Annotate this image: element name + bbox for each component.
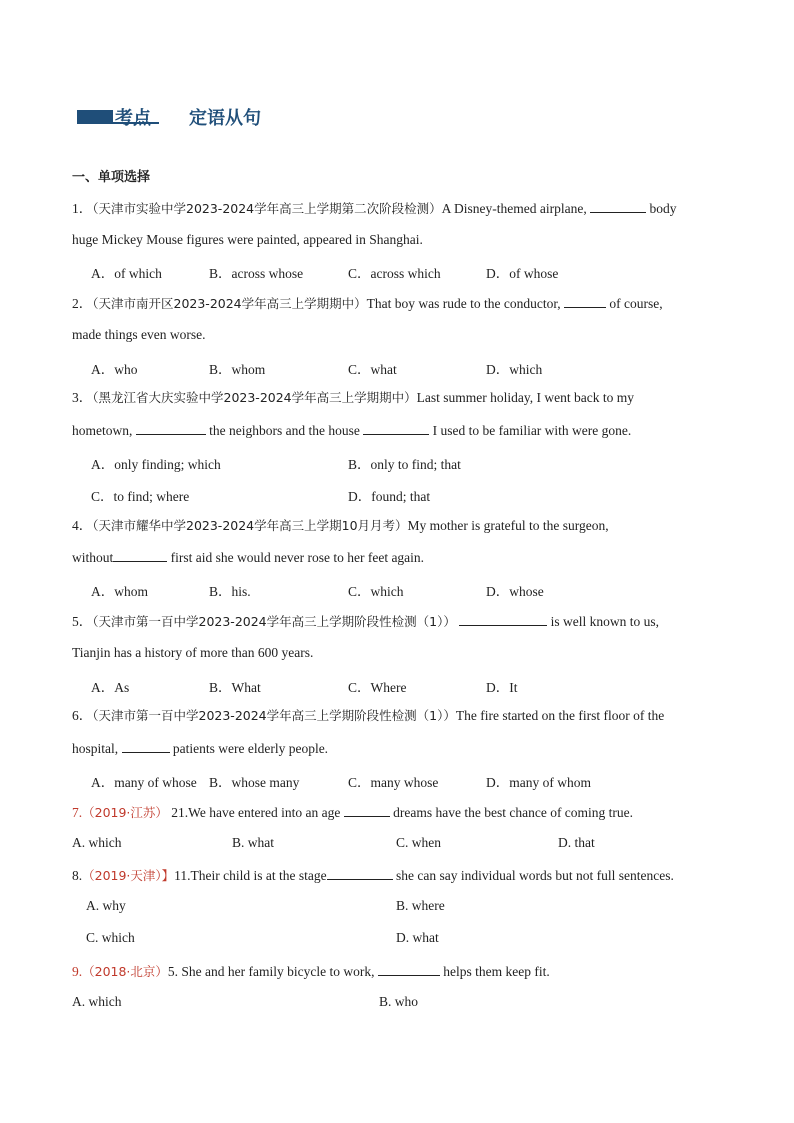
option-d[interactable]: D．which xyxy=(486,362,543,377)
question-number: 7. xyxy=(72,805,83,820)
question-text: 21.We have entered into an age xyxy=(171,805,341,820)
question-text: of course, xyxy=(609,296,663,311)
option-d[interactable]: D. what xyxy=(396,930,439,945)
option-d[interactable]: D．It xyxy=(486,680,518,695)
question-5-line-1 xyxy=(72,612,659,631)
answer-blank xyxy=(564,294,606,308)
question-text: Last summer holiday, I went back to my xyxy=(416,390,634,405)
question-number: 4． xyxy=(72,518,93,533)
option-b[interactable]: B．whom xyxy=(209,362,266,377)
question-5-line-2: Tianjin has a history of more than 600 years. xyxy=(72,645,314,660)
question-number: 9. xyxy=(72,964,83,979)
option-b[interactable]: B．whose many xyxy=(209,775,300,790)
question-source: （天津市南开区2023-2024学年高三上学期期中） xyxy=(92,296,367,311)
answer-blank xyxy=(459,612,547,626)
option-a[interactable]: A．of which xyxy=(91,266,162,281)
option-b[interactable]: B. where xyxy=(396,898,445,913)
answer-blank xyxy=(363,421,429,435)
option-b[interactable]: B．across whose xyxy=(209,266,304,281)
question-9-line-1 xyxy=(72,962,550,981)
option-c[interactable]: C．Where xyxy=(348,680,407,695)
option-a[interactable]: A．whom xyxy=(91,584,148,599)
question-text: 5. She and her family bicycle to work, xyxy=(167,964,375,979)
question-3-line-2 xyxy=(72,421,631,440)
question-7-line-1 xyxy=(72,803,633,822)
option-d[interactable]: D．found; that xyxy=(348,489,431,504)
option-a[interactable]: A. which xyxy=(72,835,122,850)
option-a[interactable]: A. which xyxy=(72,994,122,1009)
question-source: （2018·北京） xyxy=(82,964,168,979)
option-c[interactable]: C．across which xyxy=(348,266,441,281)
option-b[interactable]: B. who xyxy=(379,994,419,1009)
question-text: first aid she would never rose to her feet again. xyxy=(170,550,425,565)
question-source: （2019·天津）】 xyxy=(82,868,175,883)
header-bar-decoration xyxy=(77,110,113,122)
answer-blank xyxy=(136,421,206,435)
question-source: （2019·江苏） xyxy=(82,805,168,820)
question-source: （天津市实验中学2023-2024学年高三上学期第二次阶段检测） xyxy=(92,201,442,216)
question-text: body xyxy=(649,201,677,216)
option-d[interactable]: D. that xyxy=(558,835,595,850)
question-1-line-2: huge Mickey Mouse figures were painted, appeared in Shanghai. xyxy=(72,232,423,247)
question-source: （天津市第一百中学2023-2024学年高三上学期阶段性检测（1）） xyxy=(92,708,456,723)
question-number: 6． xyxy=(72,708,93,723)
answer-blank xyxy=(590,199,646,213)
option-c[interactable]: C．to find; where xyxy=(91,489,190,504)
question-text: The fire started on the first floor of the xyxy=(455,708,665,723)
question-text: My mother is grateful to the surgeon, xyxy=(407,518,609,533)
option-a[interactable]: A. why xyxy=(86,898,126,913)
question-text: That boy was rude to the conductor, xyxy=(366,296,561,311)
answer-blank xyxy=(378,962,440,976)
question-6-line-2 xyxy=(72,739,328,758)
option-b[interactable]: B．his. xyxy=(209,584,251,599)
question-source: （黑龙江省大庆实验中学2023-2024学年高三上学期期中） xyxy=(92,390,417,405)
question-text: without xyxy=(72,550,114,565)
question-source: （天津市耀华中学2023-2024学年高三上学期10月月考） xyxy=(92,518,408,533)
answer-blank xyxy=(113,548,167,562)
question-text: I used to be familiar with were gone. xyxy=(432,423,632,438)
question-2-line-1 xyxy=(72,294,663,313)
option-c[interactable]: C．what xyxy=(348,362,397,377)
question-number: 5． xyxy=(72,614,93,629)
question-3-line-1 xyxy=(72,389,634,407)
question-text: is well known to us, xyxy=(550,614,659,629)
topic-title: 定语从句 xyxy=(189,108,261,129)
topic-header xyxy=(77,100,477,130)
question-8-line-1 xyxy=(72,866,674,885)
question-number: 1． xyxy=(72,201,93,216)
option-c[interactable]: C. which xyxy=(86,930,135,945)
section-heading: 一、单项选择 xyxy=(72,170,151,185)
question-number: 8. xyxy=(72,868,83,883)
question-text: A Disney-themed airplane, xyxy=(441,201,587,216)
option-a[interactable]: A．As xyxy=(91,680,130,695)
option-d[interactable]: D．of whose xyxy=(486,266,559,281)
question-text: hometown, xyxy=(72,423,133,438)
question-4-line-2 xyxy=(72,548,424,567)
answer-blank xyxy=(327,866,393,880)
question-source: （天津市第一百中学2023-2024学年高三上学期阶段性检测（1）） xyxy=(92,614,456,629)
question-text: she can say individual words but not full sentences. xyxy=(396,868,674,883)
question-number: 2． xyxy=(72,296,93,311)
option-b[interactable]: B．only to find; that xyxy=(348,457,461,472)
option-a[interactable]: A．only finding; which xyxy=(91,457,221,472)
question-6-line-1 xyxy=(72,707,664,725)
option-b[interactable]: B. what xyxy=(232,835,274,850)
option-d[interactable]: D．whose xyxy=(486,584,544,599)
option-c[interactable]: C. when xyxy=(396,835,441,850)
question-text: dreams have the best chance of coming true. xyxy=(393,805,634,820)
option-c[interactable]: C．many whose xyxy=(348,775,439,790)
question-4-line-1 xyxy=(72,517,609,535)
question-text: hospital, xyxy=(72,741,119,756)
option-a[interactable]: A．many of whose xyxy=(91,775,197,790)
answer-blank xyxy=(122,739,170,753)
question-text: the neighbors and the house xyxy=(209,423,360,438)
question-text: helps them keep fit. xyxy=(443,964,550,979)
question-1-line-1 xyxy=(72,199,676,218)
option-b[interactable]: B．What xyxy=(209,680,261,695)
answer-blank xyxy=(344,803,390,817)
topic-tag: 考点 xyxy=(115,108,151,129)
option-d[interactable]: D．many of whom xyxy=(486,775,591,790)
option-c[interactable]: C．which xyxy=(348,584,404,599)
question-number: 3． xyxy=(72,390,93,405)
question-text: 11.Their child is at the stage xyxy=(174,868,327,883)
question-2-line-2: made things even worse. xyxy=(72,327,206,342)
question-text: patients were elderly people. xyxy=(172,741,329,756)
option-a[interactable]: A．who xyxy=(91,362,138,377)
